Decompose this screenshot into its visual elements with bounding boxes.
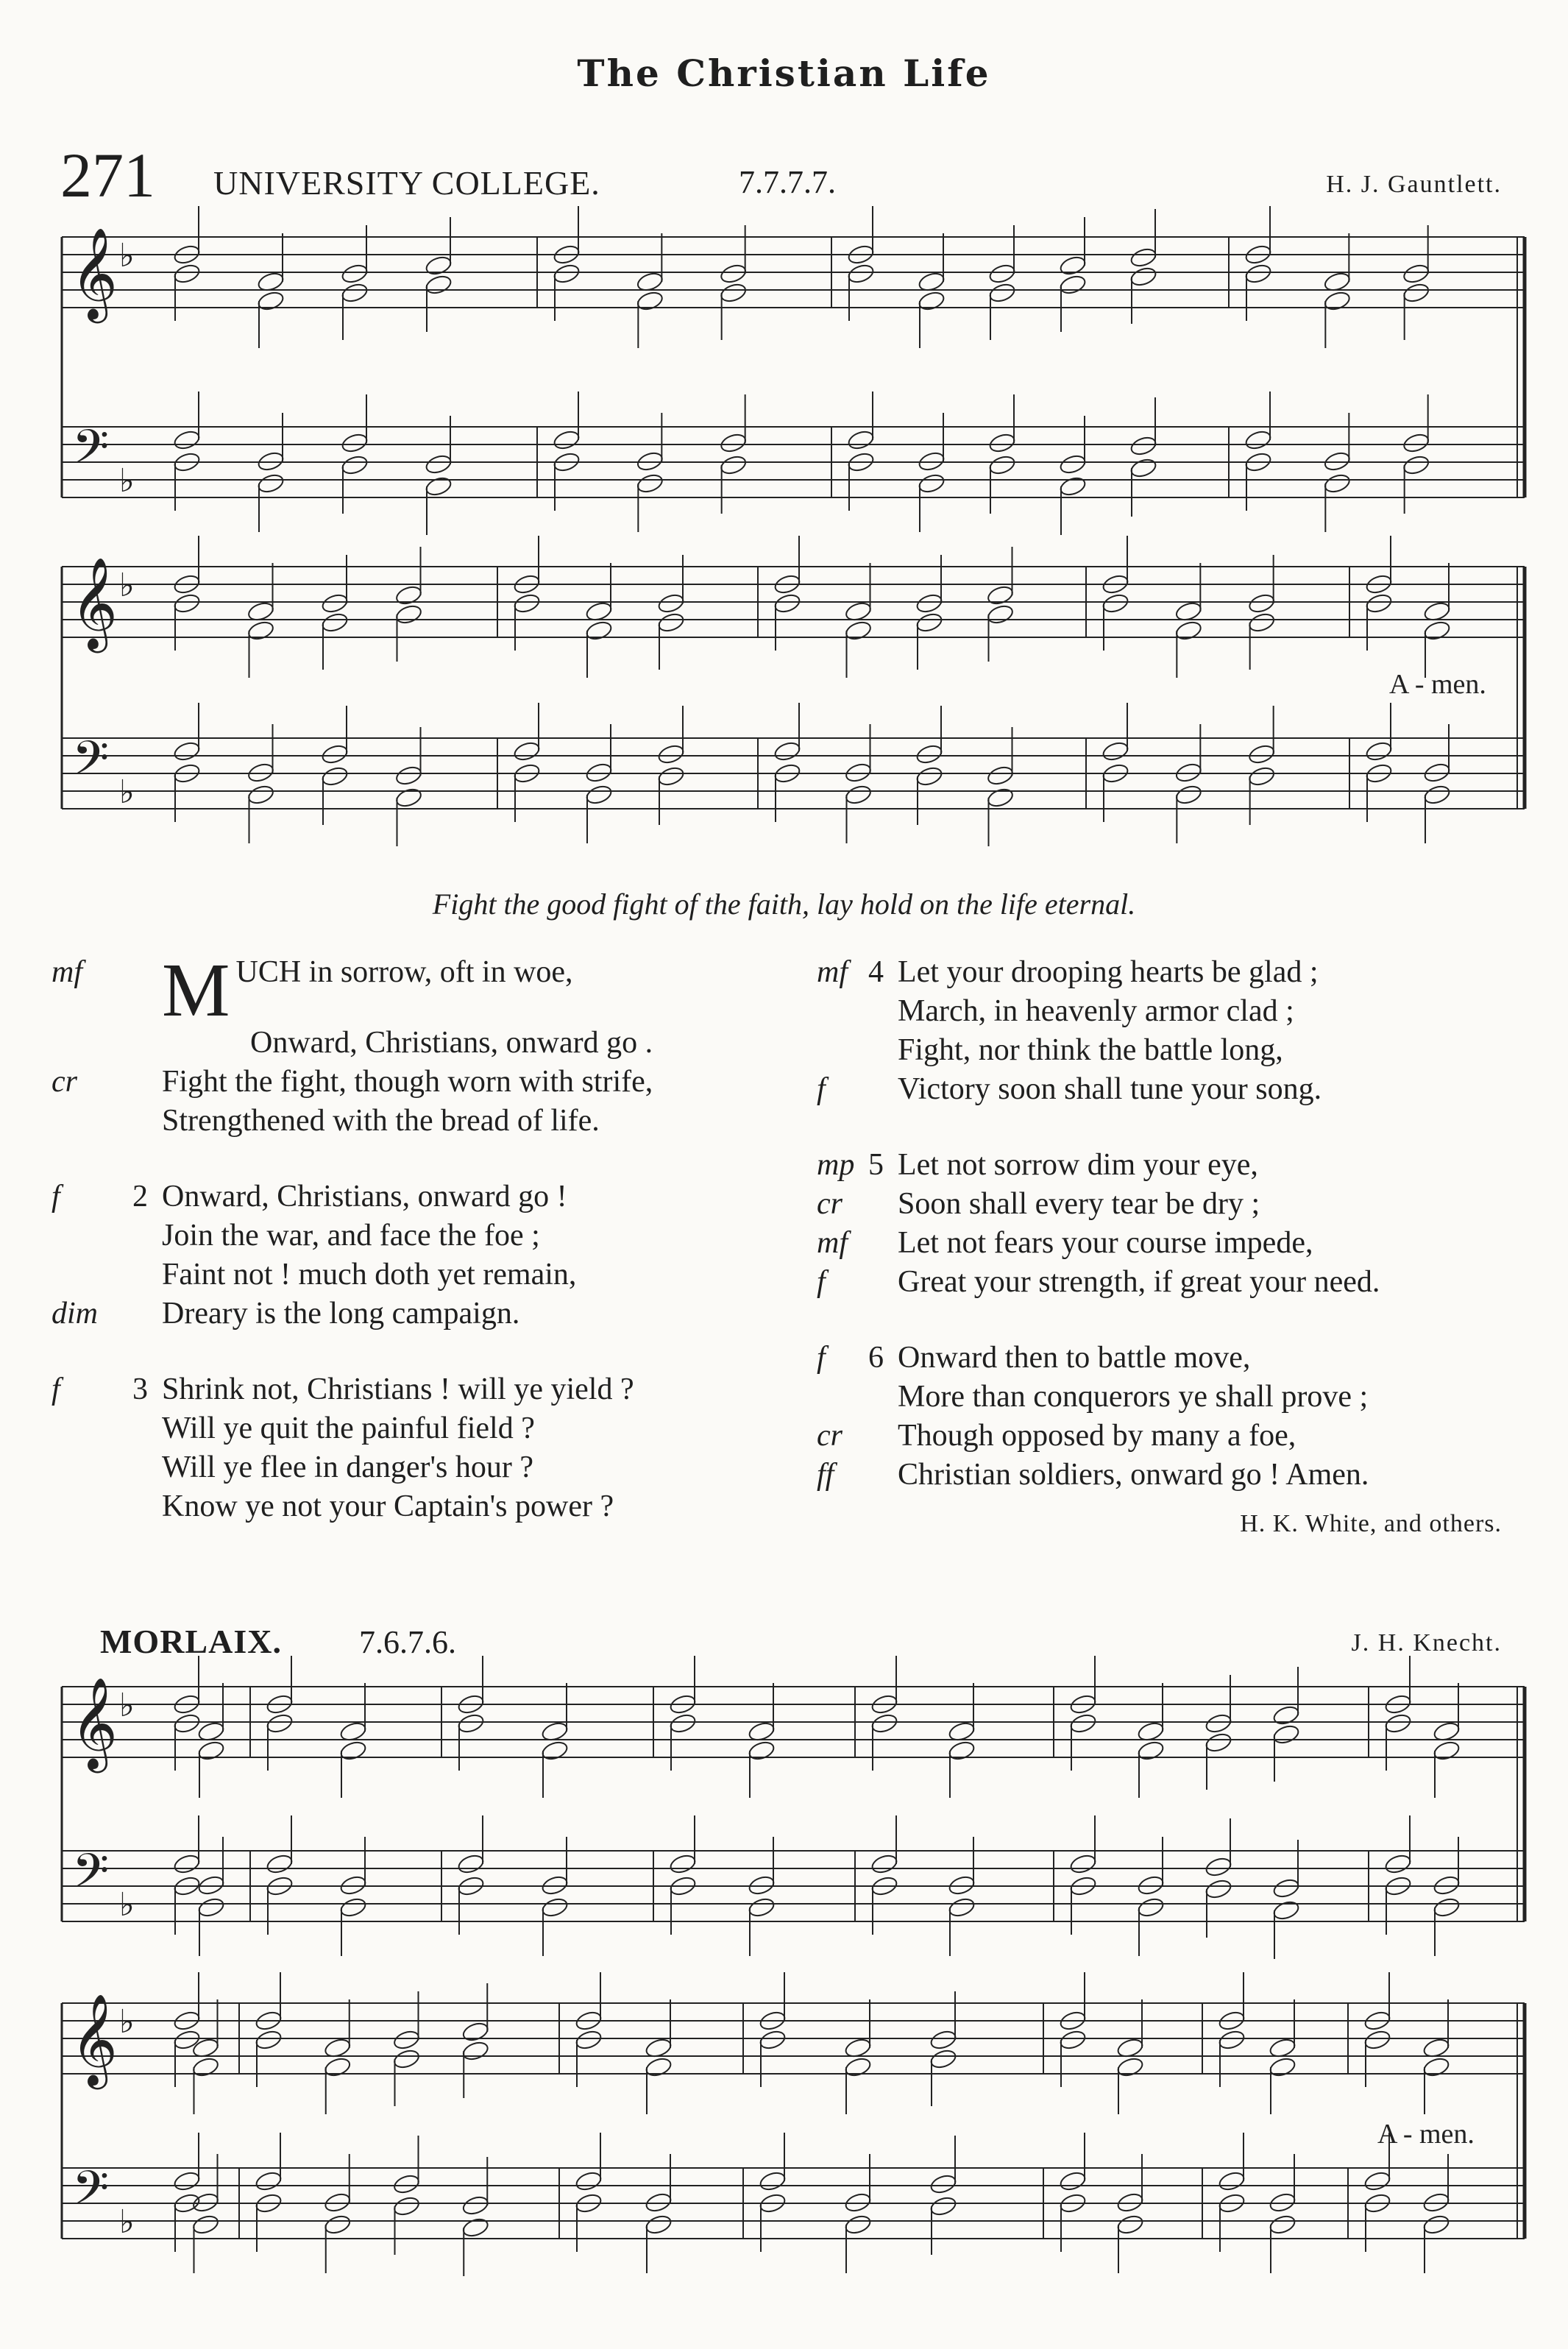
verse-line xyxy=(52,1024,773,1063)
scripture-epigraph: Fight the good fight of the faith, lay hold on the life eternal. xyxy=(432,887,1136,921)
verse-line xyxy=(817,1224,1553,1263)
note-head xyxy=(575,2029,603,2051)
note-head xyxy=(986,603,1015,626)
note-head xyxy=(844,784,873,806)
note-head xyxy=(870,1712,899,1735)
verse-text: Will ye quit the painful field ? xyxy=(162,1411,535,1445)
note-head xyxy=(759,2170,787,2192)
note-head xyxy=(266,1712,294,1735)
note-head xyxy=(191,2214,220,2236)
note-head xyxy=(341,432,369,454)
verse-line xyxy=(817,1378,1553,1417)
note-head xyxy=(323,2056,352,2078)
stanza-2 xyxy=(52,1177,773,1333)
note-head xyxy=(1247,612,1276,634)
note-head xyxy=(1059,2029,1088,2051)
tune-meter: 7.7.7.7. xyxy=(739,164,836,200)
verse-text: More than conquerors ye shall prove ; xyxy=(898,1380,1369,1414)
note-head xyxy=(461,2040,490,2062)
note-head xyxy=(1205,1878,1233,1900)
note-head xyxy=(425,475,453,497)
note-head xyxy=(1272,1723,1301,1746)
verse-text: Fight the fight, though worn with strife, xyxy=(162,1065,653,1099)
verse-line xyxy=(52,1102,773,1141)
note-head xyxy=(1129,247,1158,269)
note-head xyxy=(645,2056,673,2078)
note-head xyxy=(844,2214,873,2236)
note-head xyxy=(425,453,453,475)
flat-key-signature-icon: ♭ xyxy=(119,1886,135,1924)
note-head xyxy=(1205,1712,1233,1735)
note-head xyxy=(844,2056,873,2078)
note-head xyxy=(719,282,748,304)
dynamic-mark: cr xyxy=(817,1419,842,1453)
note-head xyxy=(1363,2029,1392,2051)
verse-line xyxy=(817,1456,1553,1495)
note-head xyxy=(1244,429,1273,451)
verse-text: Onward, Christians, onward go ! xyxy=(162,1180,567,1214)
note-head xyxy=(1244,263,1273,285)
note-head xyxy=(1384,1712,1413,1735)
note-head xyxy=(915,765,944,787)
verse-line xyxy=(817,1339,1553,1378)
verse-line xyxy=(817,1263,1553,1302)
note-head xyxy=(461,2021,490,2043)
flat-key-signature-icon: ♭ xyxy=(119,237,135,274)
treble-clef-icon: 𝄞 xyxy=(71,1994,118,2086)
note-head xyxy=(1069,1712,1098,1735)
verse-text: Will ye flee in danger's hour ? xyxy=(162,1450,534,1484)
note-head xyxy=(341,282,369,304)
note-head xyxy=(394,765,423,787)
note-head xyxy=(173,740,202,762)
stanza-number: 3 xyxy=(132,1372,148,1406)
note-head xyxy=(173,2029,202,2051)
note-head xyxy=(461,2217,490,2239)
note-head xyxy=(915,612,944,634)
verse-line xyxy=(52,1448,773,1487)
note-head xyxy=(1323,290,1352,312)
note-head xyxy=(394,584,423,606)
verse-line xyxy=(52,1255,773,1294)
note-head xyxy=(255,2029,283,2051)
note-head xyxy=(341,263,369,285)
stanza-6 xyxy=(817,1339,1553,1495)
stanza-1 xyxy=(52,948,773,1141)
note-head xyxy=(929,2048,958,2070)
stanza-number: 5 xyxy=(868,1148,884,1182)
note-head xyxy=(773,592,802,614)
note-head xyxy=(341,454,369,476)
note-head xyxy=(246,784,275,806)
note-head xyxy=(339,1740,368,1762)
note-head xyxy=(392,2195,421,2217)
note-head xyxy=(1423,620,1452,642)
verses-left xyxy=(52,948,773,1563)
verse-line xyxy=(817,1070,1553,1109)
note-head xyxy=(986,584,1015,606)
note-head xyxy=(1174,784,1203,806)
verse-line xyxy=(817,992,1553,1031)
note-head xyxy=(1137,1896,1166,1918)
dynamic-mark: dim xyxy=(52,1297,98,1331)
dynamic-mark: cr xyxy=(52,1065,77,1099)
dynamic-mark: mp xyxy=(817,1148,855,1182)
note-head xyxy=(719,263,748,285)
note-head xyxy=(1174,620,1203,642)
note-head xyxy=(321,592,350,614)
note-head xyxy=(1129,435,1158,457)
note-head xyxy=(1218,2170,1246,2192)
note-head xyxy=(1205,1856,1233,1878)
note-head xyxy=(173,1853,202,1875)
verse-line xyxy=(52,1370,773,1409)
verse-text: UCH in sorrow, oft in woe, xyxy=(235,955,573,989)
note-head xyxy=(541,1740,570,1762)
note-head xyxy=(669,1853,698,1875)
note-head xyxy=(321,765,350,787)
dynamic-mark: cr xyxy=(817,1187,842,1221)
note-head xyxy=(553,429,581,451)
verse-line xyxy=(817,1185,1553,1224)
note-head xyxy=(575,2170,603,2192)
verse-line xyxy=(52,1487,773,1526)
note-head xyxy=(759,2029,787,2051)
verses-right xyxy=(817,953,1553,1531)
note-head xyxy=(394,603,423,626)
note-head xyxy=(988,454,1017,476)
note-head xyxy=(1059,255,1088,277)
note-head xyxy=(1272,1704,1301,1726)
note-head xyxy=(1129,266,1158,288)
verse-line xyxy=(52,1409,773,1448)
note-head xyxy=(1116,2056,1145,2078)
note-head xyxy=(986,787,1015,809)
stanza-4 xyxy=(817,953,1553,1109)
note-head xyxy=(173,2170,202,2192)
note-head xyxy=(773,740,802,762)
verse-text: Fight, nor think the battle long, xyxy=(898,1033,1283,1067)
running-header: The Christian Life xyxy=(577,52,991,95)
note-head xyxy=(918,472,946,495)
flat-key-signature-icon: ♭ xyxy=(119,462,135,500)
verse-text: Onward, Christians, onward go . xyxy=(250,1026,653,1060)
note-head xyxy=(173,1712,202,1735)
note-head xyxy=(1272,1899,1301,1921)
verse-text: Soon shall every tear be dry ; xyxy=(898,1187,1260,1221)
note-head xyxy=(915,743,944,765)
note-head xyxy=(1247,743,1276,765)
flat-key-signature-icon: ♭ xyxy=(119,567,135,604)
drop-cap: M xyxy=(162,948,230,1032)
dynamic-mark: f xyxy=(52,1372,60,1406)
verse-line xyxy=(52,1063,773,1102)
note-head xyxy=(513,592,542,614)
note-head xyxy=(541,1896,570,1918)
note-head xyxy=(918,290,946,312)
note-head xyxy=(988,432,1017,454)
note-head xyxy=(636,290,664,312)
verse-text: Let your drooping hearts be glad ; xyxy=(898,955,1319,989)
note-head xyxy=(988,282,1017,304)
bass-clef-icon: 𝄢 xyxy=(72,1844,110,1910)
verse-text: Great your strength, if great your need. xyxy=(898,1265,1380,1299)
note-head xyxy=(1363,2170,1392,2192)
note-head xyxy=(173,592,202,614)
note-head xyxy=(1269,2214,1297,2236)
note-head xyxy=(197,1740,226,1762)
note-head xyxy=(394,787,423,809)
note-head xyxy=(1433,1740,1461,1762)
hymn-number: 271 xyxy=(60,140,155,210)
note-head xyxy=(719,454,748,476)
note-head xyxy=(1384,1853,1413,1875)
amen-label-2: A - men. xyxy=(1377,2119,1475,2150)
note-head xyxy=(847,263,876,285)
note-head xyxy=(585,620,614,642)
note-head xyxy=(1402,282,1430,304)
note-head xyxy=(1247,765,1276,787)
note-head xyxy=(929,2173,958,2195)
note-head xyxy=(257,290,285,312)
note-head xyxy=(1323,472,1352,495)
verse-text: Christian soldiers, onward go ! Amen. xyxy=(898,1458,1369,1492)
dynamic-mark: f xyxy=(52,1180,60,1214)
verse-text: Victory soon shall tune your song. xyxy=(898,1072,1322,1106)
note-head xyxy=(1365,592,1394,614)
note-head xyxy=(1059,453,1088,475)
verse-line xyxy=(817,953,1553,992)
stanza-number: 4 xyxy=(868,955,884,989)
note-head xyxy=(392,2048,421,2070)
note-head xyxy=(657,612,686,634)
stanza-5 xyxy=(817,1146,1553,1302)
note-head xyxy=(844,620,873,642)
verse-line xyxy=(817,1417,1553,1456)
note-head xyxy=(1137,1740,1166,1762)
hymn-author: H. K. White, and others. xyxy=(1240,1510,1502,1537)
note-head xyxy=(929,2195,958,2217)
bass-clef-icon: 𝄢 xyxy=(72,420,110,486)
stanza-number: 6 xyxy=(868,1341,884,1375)
tune-composer: H. J. Gauntlett. xyxy=(1326,171,1502,198)
dynamic-mark: mf xyxy=(817,1226,848,1260)
note-head xyxy=(636,472,664,495)
note-head xyxy=(197,1896,226,1918)
note-head xyxy=(246,620,275,642)
note-head xyxy=(266,1853,294,1875)
note-head xyxy=(915,592,944,614)
note-head xyxy=(1272,1877,1301,1899)
note-head xyxy=(425,255,453,277)
note-head xyxy=(748,1740,776,1762)
note-head xyxy=(1402,263,1430,285)
bass-clef-icon: 𝄢 xyxy=(72,2161,110,2228)
note-head xyxy=(191,2056,220,2078)
note-head xyxy=(645,2214,673,2236)
note-head xyxy=(173,263,202,285)
note-head xyxy=(847,429,876,451)
note-head xyxy=(1402,454,1430,476)
note-head xyxy=(392,2173,421,2195)
note-head xyxy=(988,263,1017,285)
flat-key-signature-icon: ♭ xyxy=(119,2003,135,2041)
verse-text: Shrink not, Christians ! will ye yield ? xyxy=(162,1372,634,1406)
note-head xyxy=(392,2029,421,2051)
verse-text: Onward then to battle move, xyxy=(898,1341,1251,1375)
verse-text: Know ye not your Captain's power ? xyxy=(162,1489,614,1523)
verse-line xyxy=(817,1146,1553,1185)
note-head xyxy=(461,2194,490,2217)
note-head xyxy=(513,740,542,762)
note-head xyxy=(425,274,453,296)
note-head xyxy=(1101,740,1130,762)
verse-text: Join the war, and face the foe ; xyxy=(162,1219,540,1253)
note-head xyxy=(1422,2056,1451,2078)
note-head xyxy=(657,743,686,765)
note-head xyxy=(1365,740,1394,762)
note-head xyxy=(1433,1896,1461,1918)
flat-key-signature-icon: ♭ xyxy=(119,2203,135,2241)
note-head xyxy=(1101,592,1130,614)
verse-line xyxy=(52,1216,773,1255)
note-head xyxy=(173,429,202,451)
dynamic-mark: mf xyxy=(52,955,82,989)
note-head xyxy=(719,432,748,454)
note-head xyxy=(321,743,350,765)
note-head xyxy=(1422,2214,1451,2236)
verse-text: Dreary is the long campaign. xyxy=(162,1297,520,1331)
note-head xyxy=(339,1896,368,1918)
verse-text: Let not fears your course impede, xyxy=(898,1226,1313,1260)
note-head xyxy=(585,784,614,806)
verse-line xyxy=(52,948,773,1032)
note-head xyxy=(1205,1732,1233,1754)
bass-clef-icon: 𝄢 xyxy=(72,731,110,798)
verse-text: March, in heavenly armor clad ; xyxy=(898,994,1294,1028)
note-head xyxy=(255,2170,283,2192)
treble-clef-icon: 𝄞 xyxy=(71,1677,118,1769)
treble-clef-icon: 𝄞 xyxy=(71,227,118,319)
flat-key-signature-icon: ♭ xyxy=(119,773,135,811)
note-head xyxy=(948,1740,976,1762)
verse-text: Let not sorrow dim your eye, xyxy=(898,1148,1258,1182)
note-head xyxy=(257,472,285,495)
stanza-number: 2 xyxy=(132,1180,148,1214)
note-head xyxy=(748,1896,776,1918)
note-head xyxy=(870,1853,899,1875)
dynamic-mark: mf xyxy=(817,955,848,989)
note-head xyxy=(1116,2214,1145,2236)
note-head xyxy=(323,2214,352,2236)
dynamic-mark: ff xyxy=(817,1458,834,1492)
note-head xyxy=(1069,1853,1098,1875)
note-head xyxy=(929,2029,958,2051)
dynamic-mark: f xyxy=(817,1072,826,1106)
tune2-meter: 7.6.7.6. xyxy=(359,1624,456,1660)
note-head xyxy=(986,765,1015,787)
verse-line xyxy=(817,1031,1553,1070)
tune-name: UNIVERSITY COLLEGE. xyxy=(213,164,600,202)
note-head xyxy=(657,765,686,787)
amen-label-1: A - men. xyxy=(1389,669,1486,700)
tune2-name: MORLAIX. xyxy=(100,1623,282,1660)
note-head xyxy=(457,1712,486,1735)
note-head xyxy=(1247,592,1276,614)
treble-clef-icon: 𝄞 xyxy=(71,557,118,649)
verse-line xyxy=(52,1294,773,1333)
note-head xyxy=(1129,457,1158,479)
note-head xyxy=(1059,475,1088,497)
note-head xyxy=(1402,432,1430,454)
note-head xyxy=(1269,2056,1297,2078)
note-head xyxy=(1423,784,1452,806)
verse-line xyxy=(52,1177,773,1216)
dynamic-mark: f xyxy=(817,1341,826,1375)
note-head xyxy=(948,1896,976,1918)
stanza-3 xyxy=(52,1370,773,1526)
note-head xyxy=(553,263,581,285)
note-head xyxy=(1059,2170,1088,2192)
note-head xyxy=(457,1853,486,1875)
verse-text: Strengthened with the bread of life. xyxy=(162,1104,600,1138)
dynamic-mark: f xyxy=(817,1265,826,1299)
flat-key-signature-icon: ♭ xyxy=(119,1687,135,1724)
note-head xyxy=(657,592,686,614)
note-head xyxy=(1218,2029,1246,2051)
verse-text: Though opposed by many a foe, xyxy=(898,1419,1296,1453)
verse-text: Faint not ! much doth yet remain, xyxy=(162,1258,577,1292)
note-head xyxy=(1059,274,1088,296)
note-head xyxy=(669,1712,698,1735)
note-head xyxy=(321,612,350,634)
tune2-composer: J. H. Knecht. xyxy=(1351,1629,1502,1657)
